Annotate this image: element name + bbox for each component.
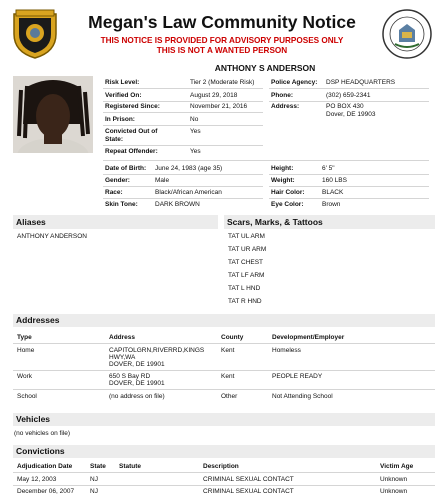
state-seal-icon [381, 8, 433, 60]
aliases-heading: Aliases [13, 215, 218, 229]
race-label: Race: [105, 189, 123, 196]
weight-label: Weight: [271, 177, 295, 184]
conv-row-victim-age: Unknown [380, 476, 408, 483]
addr-row-work-address-2: DOVER, DE 19901 [109, 380, 165, 387]
conv-row-date: May 12, 2003 [17, 476, 57, 483]
registered-since-value: November 21, 2016 [190, 103, 248, 110]
alias-item: ANTHONY ANDERSON [17, 233, 87, 240]
conv-row-victim-age: Unknown [380, 488, 408, 495]
registered-since-label: Registered Since: [105, 103, 160, 110]
addr-row-home-employer: Homeless [272, 347, 301, 354]
in-prison-value: No [190, 116, 199, 123]
hair-color-value: BLACK [322, 189, 344, 196]
scar-item: TAT UL ARM [228, 233, 265, 240]
scar-item: TAT R HND [228, 298, 262, 305]
conv-col-state: State [90, 463, 106, 470]
offender-photo [13, 76, 93, 153]
scar-item: TAT CHEST [228, 259, 264, 266]
addr-row-work-employer: PEOPLE READY [272, 373, 323, 380]
conv-row-date: December 06, 2007 [17, 488, 75, 495]
hair-color-label: Hair Color: [271, 189, 305, 196]
dob-value: June 24, 1983 (age 35) [155, 165, 223, 172]
scars-heading: Scars, Marks, & Tattoos [224, 215, 435, 229]
scar-item: TAT L HND [228, 285, 261, 292]
height-label: Height: [271, 165, 294, 172]
repeat-offender-label: Repeat Offender: [105, 148, 158, 155]
gender-label: Gender: [105, 177, 130, 184]
convicted-out-of-state-value: Yes [190, 128, 201, 135]
phone-label: Phone: [271, 92, 294, 99]
repeat-offender-value: Yes [190, 148, 201, 155]
conv-row-state: NJ [90, 488, 98, 495]
conv-col-description: Description [203, 463, 239, 470]
skin-tone-label: Skin Tone: [105, 201, 138, 208]
dob-label: Date of Birth: [105, 165, 147, 172]
addr-row-home-county: Kent [221, 347, 235, 354]
vehicles-empty: (no vehicles on file) [14, 430, 70, 437]
height-value: 6' 5" [322, 165, 335, 172]
addr-row-work-address-1: 650 S Bay RD [109, 373, 151, 380]
agency-address-label: Address: [271, 103, 300, 110]
addr-row-school-type: School [17, 393, 37, 400]
addr-col-employer: Development/Employer [272, 334, 345, 341]
convicted-out-of-state-label: Convicted Out of State: [105, 128, 158, 143]
addr-row-home-address-1: CAPITOLGRN,RIVERRD,KINGS [109, 347, 205, 354]
verified-on-value: August 29, 2018 [190, 92, 238, 99]
agency-address-line2: Dover, DE 19903 [326, 111, 376, 118]
person-name: ANTHONY S ANDERSON [214, 63, 316, 73]
addr-row-home-address-2: HWY,WA [109, 354, 136, 361]
conv-col-date: Adjudication Date [17, 463, 73, 470]
scar-item: TAT UR ARM [228, 246, 267, 253]
advisory-line-2: THIS IS NOT A WANTED PERSON [156, 46, 288, 55]
convictions-heading: Convictions [13, 445, 435, 458]
conv-row-description: CRIMINAL SEXUAL CONTACT [203, 488, 294, 495]
addr-row-home-type: Home [17, 347, 35, 354]
verified-on-label: Verified On: [105, 92, 142, 99]
skin-tone-value: DARK BROWN [155, 201, 200, 208]
race-value: Black/African American [155, 189, 222, 196]
addr-row-home-address-3: DOVER, DE 19901 [109, 361, 165, 368]
conv-col-statute: Statute [119, 463, 142, 470]
addr-row-school-employer: Not Attending School [272, 393, 333, 400]
weight-value: 160 LBS [322, 177, 347, 184]
addr-col-county: County [221, 334, 244, 341]
addr-row-school-county: Other [221, 393, 238, 400]
gender-value: Male [155, 177, 170, 184]
addr-col-type: Type [17, 334, 32, 341]
risk-level-label: Risk Level: [105, 79, 140, 86]
eye-color-value: Brown [322, 201, 341, 208]
page-title: Megan's Law Community Notice [88, 12, 356, 32]
conv-row-state: NJ [90, 476, 98, 483]
in-prison-label: In Prison: [105, 116, 135, 123]
addresses-heading: Addresses [13, 314, 435, 327]
addr-col-address: Address [109, 334, 136, 341]
police-agency-label: Police Agency: [271, 79, 318, 86]
addr-row-school-address: (no address on file) [109, 393, 165, 400]
scar-item: TAT LF ARM [228, 272, 265, 279]
addr-row-work-county: Kent [221, 373, 235, 380]
phone-value: (302) 659-2341 [326, 92, 371, 99]
conv-row-description: CRIMINAL SEXUAL CONTACT [203, 476, 294, 483]
risk-level-value: Tier 2 (Moderate Risk) [190, 79, 255, 86]
conv-col-victim-age: Victim Age [380, 463, 414, 470]
delaware-seal [381, 8, 433, 60]
agency-address-line1: PO BOX 430 [326, 103, 364, 110]
advisory-line-1: THIS NOTICE IS PROVIDED FOR ADVISORY PURPOSES ONLY [100, 36, 344, 45]
vehicles-heading: Vehicles [13, 413, 435, 426]
police-agency-value: DSP HEADQUARTERS [326, 79, 396, 86]
addr-row-work-type: Work [17, 373, 33, 380]
eye-color-label: Eye Color: [271, 201, 304, 208]
